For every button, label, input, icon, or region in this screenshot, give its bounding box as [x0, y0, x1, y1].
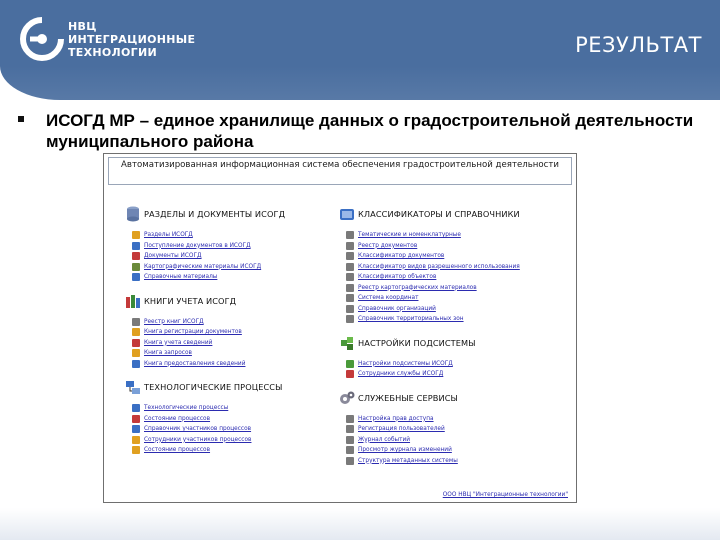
- settings-icon: [338, 335, 356, 351]
- document-icon: [132, 349, 140, 357]
- item-link[interactable]: Книга запросов: [144, 350, 192, 356]
- document-icon: [346, 263, 354, 271]
- item-link[interactable]: Настройка прав доступа: [358, 415, 434, 422]
- system-screenshot: [103, 153, 577, 503]
- list-item[interactable]: [132, 424, 334, 435]
- item-link[interactable]: Реестр документов: [358, 242, 418, 249]
- item-link[interactable]: Классификатор объектов: [358, 274, 437, 280]
- list-item[interactable]: [132, 230, 334, 241]
- section-items: [346, 414, 574, 467]
- section-items: [346, 230, 574, 325]
- document-icon: [346, 415, 354, 423]
- item-link[interactable]: Настройки подсистемы ИСОГД: [358, 360, 453, 367]
- item-link[interactable]: Книга учета сведений: [144, 339, 213, 346]
- footer-company-link[interactable]: ООО НВЦ "Интеграционные технологии": [442, 492, 568, 498]
- list-item[interactable]: [346, 272, 574, 283]
- list-item[interactable]: [346, 293, 574, 304]
- list-item[interactable]: [132, 338, 334, 349]
- slide-title: РЕЗУЛЬТАТ: [575, 33, 702, 57]
- list-item[interactable]: [132, 251, 334, 262]
- document-icon: [346, 242, 354, 250]
- list-item[interactable]: [132, 445, 334, 456]
- document-icon: [346, 436, 354, 444]
- section-label[interactable]: СЛУЖЕБНЫЕ СЕРВИСЫ: [358, 392, 458, 403]
- document-icon: [346, 315, 354, 323]
- item-link[interactable]: Сотрудники участников процессов: [144, 436, 252, 443]
- document-icon: [346, 457, 354, 465]
- section-left_sections-1: [124, 293, 334, 370]
- section-items: [346, 359, 574, 380]
- item-link[interactable]: Просмотр журнала изменений: [358, 447, 452, 453]
- document-icon: [132, 328, 140, 336]
- logo-line: ИНТЕГРАЦИОННЫЕ: [68, 33, 196, 46]
- item-link[interactable]: Книга регистрации документов: [144, 329, 242, 335]
- section-label[interactable]: КНИГИ УЧЕТА ИСОГД: [144, 295, 237, 306]
- document-icon: [132, 339, 140, 347]
- list-item[interactable]: [346, 230, 574, 241]
- database-icon: [124, 206, 142, 222]
- item-link[interactable]: Картографические материалы ИСОГД: [144, 263, 262, 270]
- bullet-square-icon: [18, 116, 24, 122]
- list-item[interactable]: [346, 369, 574, 380]
- document-icon: [132, 273, 140, 281]
- item-link[interactable]: Документы ИСОГД: [144, 253, 202, 259]
- list-item[interactable]: [132, 414, 334, 425]
- bullet-text: ИСОГД МР – единое хранилище данных о градостроительной деятельности муниципального района: [46, 111, 694, 151]
- document-icon: [132, 425, 140, 433]
- list-item[interactable]: [346, 262, 574, 273]
- left-column: [124, 206, 334, 466]
- item-link[interactable]: Классификатор видов разрешенного использования: [358, 263, 520, 270]
- list-item[interactable]: [132, 348, 334, 359]
- process-icon: [124, 379, 142, 395]
- list-item[interactable]: [132, 359, 334, 370]
- list-item[interactable]: [132, 262, 334, 273]
- list-item[interactable]: [346, 241, 574, 252]
- section-header[interactable]: [124, 206, 334, 224]
- section-right_sections-0: [338, 206, 574, 325]
- list-item[interactable]: [346, 414, 574, 425]
- document-icon: [132, 436, 140, 444]
- company-logo: [20, 14, 220, 70]
- document-icon: [132, 360, 140, 368]
- section-header[interactable]: [338, 390, 574, 408]
- list-item[interactable]: [346, 283, 574, 294]
- section-label[interactable]: ТЕХНОЛОГИЧЕСКИЕ ПРОЦЕССЫ: [144, 382, 283, 392]
- document-icon: [346, 231, 354, 239]
- logo-line: НВЦ: [68, 20, 97, 33]
- item-link[interactable]: Реестр картографических материалов: [358, 284, 477, 291]
- system-title: Автоматизированная информационная система обеспечения градостроительной деятельности: [108, 157, 572, 185]
- logo-emblem-icon: [20, 14, 64, 64]
- section-items: [132, 317, 334, 370]
- item-link[interactable]: Разделы ИСОГД: [144, 232, 193, 238]
- slide-header: [0, 0, 720, 100]
- item-link[interactable]: Журнал событий: [358, 436, 411, 443]
- item-link[interactable]: Регистрация пользователей: [358, 426, 445, 432]
- document-icon: [132, 446, 140, 454]
- document-icon: [132, 263, 140, 271]
- document-icon: [346, 360, 354, 368]
- document-icon: [346, 370, 354, 378]
- document-icon: [346, 305, 354, 313]
- section-items: [132, 230, 334, 283]
- section-items: [132, 403, 334, 456]
- document-icon: [346, 294, 354, 302]
- list-item[interactable]: [132, 327, 334, 338]
- document-icon: [346, 425, 354, 433]
- item-link[interactable]: Система координат: [358, 295, 419, 301]
- document-icon: [346, 284, 354, 292]
- item-link[interactable]: Сотрудники службы ИСОГД: [358, 371, 444, 377]
- section-header[interactable]: [124, 379, 334, 397]
- logo-text: [68, 20, 195, 59]
- section-header[interactable]: [338, 206, 574, 224]
- list-item[interactable]: [346, 445, 574, 456]
- section-label[interactable]: РАЗДЕЛЫ И ДОКУМЕНТЫ ИСОГД: [144, 209, 286, 219]
- catalog-icon: [338, 206, 356, 222]
- list-item[interactable]: [346, 435, 574, 446]
- document-icon: [132, 318, 140, 326]
- section-right_sections-2: [338, 390, 574, 467]
- item-link[interactable]: Структура метаданных системы: [358, 457, 458, 464]
- list-item[interactable]: [132, 241, 334, 252]
- logo-line: ТЕХНОЛОГИИ: [68, 46, 157, 59]
- item-link[interactable]: Справочник организаций: [358, 305, 436, 312]
- section-label[interactable]: НАСТРОЙКИ ПОДСИСТЕМЫ: [358, 337, 476, 348]
- item-link[interactable]: Поступление документов в ИСОГД: [144, 242, 251, 249]
- item-link[interactable]: Технологические процессы: [144, 405, 229, 411]
- section-left_sections-0: [124, 206, 334, 283]
- list-item[interactable]: [346, 304, 574, 315]
- list-item[interactable]: [132, 403, 334, 414]
- document-icon: [132, 231, 140, 239]
- list-item[interactable]: [132, 435, 334, 446]
- item-link[interactable]: Состояние процессов: [144, 415, 211, 422]
- section-label[interactable]: КЛАССИФИКАТОРЫ И СПРАВОЧНИКИ: [358, 209, 520, 219]
- item-link[interactable]: Справочник участников процессов: [144, 426, 252, 432]
- services-icon: [338, 390, 356, 406]
- section-right_sections-1: [338, 335, 574, 380]
- document-icon: [346, 446, 354, 454]
- list-item[interactable]: [132, 272, 334, 283]
- document-icon: [132, 415, 140, 423]
- item-link[interactable]: Книга предоставления сведений: [144, 360, 246, 367]
- item-link[interactable]: Справочник территориальных зон: [358, 316, 464, 322]
- section-left_sections-2: [124, 379, 334, 456]
- document-icon: [132, 252, 140, 260]
- section-header[interactable]: [124, 293, 334, 311]
- list-item[interactable]: [132, 317, 334, 328]
- document-icon: [132, 404, 140, 412]
- document-icon: [346, 273, 354, 281]
- bottom-band: [0, 508, 720, 540]
- item-link[interactable]: Реестр книг ИСОГД: [144, 318, 204, 325]
- item-link[interactable]: Классификатор документов: [358, 253, 445, 259]
- list-item[interactable]: [346, 251, 574, 262]
- section-header[interactable]: [338, 335, 574, 353]
- document-icon: [346, 252, 354, 260]
- right-column: [338, 206, 574, 476]
- list-item[interactable]: [346, 314, 574, 325]
- item-link[interactable]: Тематические и номенклатурные: [358, 232, 461, 238]
- item-link[interactable]: Состояние процессов: [144, 447, 211, 453]
- item-link[interactable]: Справочные материалы: [144, 274, 218, 280]
- list-item[interactable]: [346, 424, 574, 435]
- list-item[interactable]: [346, 456, 574, 467]
- list-item[interactable]: [346, 359, 574, 370]
- books-icon: [124, 293, 142, 309]
- document-icon: [132, 242, 140, 250]
